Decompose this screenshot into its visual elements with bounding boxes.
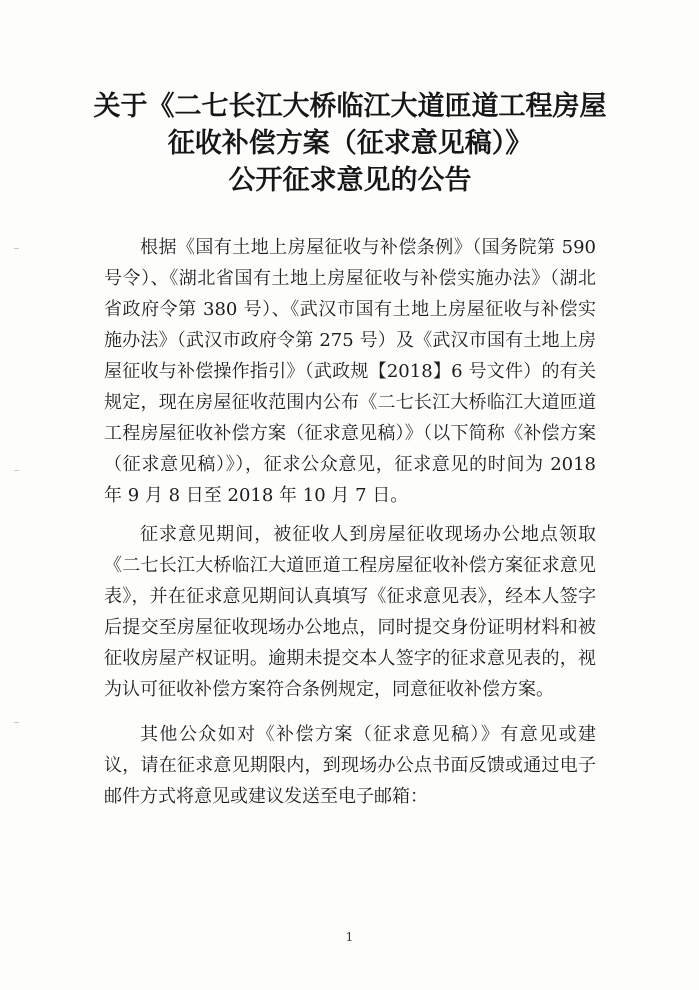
- title-line-3: 公开征求意见的公告: [228, 165, 472, 196]
- title-line-1: 关于《二七长江大桥临江大道匝道工程房屋: [93, 91, 607, 122]
- document-title: [60, 88, 640, 199]
- title-line-2: 征收补偿方案（征求意见稿）》: [167, 128, 533, 159]
- scan-edge-mark: [14, 470, 19, 471]
- paragraph-consultation-period: 征求意见期间，被征收人到房屋征收现场办公地点领取《二七长江大桥临江大道匝道工程房屋征收补偿方案征求意见表》，并在征求意见期间认真填写《征求意见表》，经本人签字后提交至房屋征收现场办公地点，同时提交身份证明材料和被征收房屋产权证明。逾期未提交本人签字的征求意见表的，视为认可征收补偿方案符合条例规定，同意征收补偿方案。: [104, 524, 596, 700]
- paragraph-public-feedback: 其他公众如对《补偿方案（征求意见稿）》有意见或建议，请在征求意见期限内，到现场办公点书面反馈或通过电子邮件方式将意见或建议发送至电子邮箱：: [104, 724, 596, 807]
- paragraph-legal-basis: 根据《国有土地上房屋征收与补偿条例》（国务院第 590 号令）、《湖北省国有土地上房屋征收与补偿实施办法》（湖北省政府令第 380 号）、《武汉市国有土地上房屋征收与补偿实施办法》（武汉市政府令第 275 号）及《武汉市国有土地上房屋征收与补偿操作指引》（武政规【2018】6 号文件）的有关规定，现在房屋征收范围内公布《二七长江大桥临江大道匝道工程房屋征收补偿方案（征求意见稿）》（以下简称《补偿方案（征求意见稿）》），征求公众意见，征求意见的时间为 2018 年 9 月 8 日至 2018 年 10 月 7 日。: [104, 237, 596, 506]
- page-number: 1: [345, 930, 354, 944]
- document-body: [104, 232, 596, 820]
- scan-edge-mark: [14, 248, 19, 249]
- scan-edge-mark: [14, 722, 19, 723]
